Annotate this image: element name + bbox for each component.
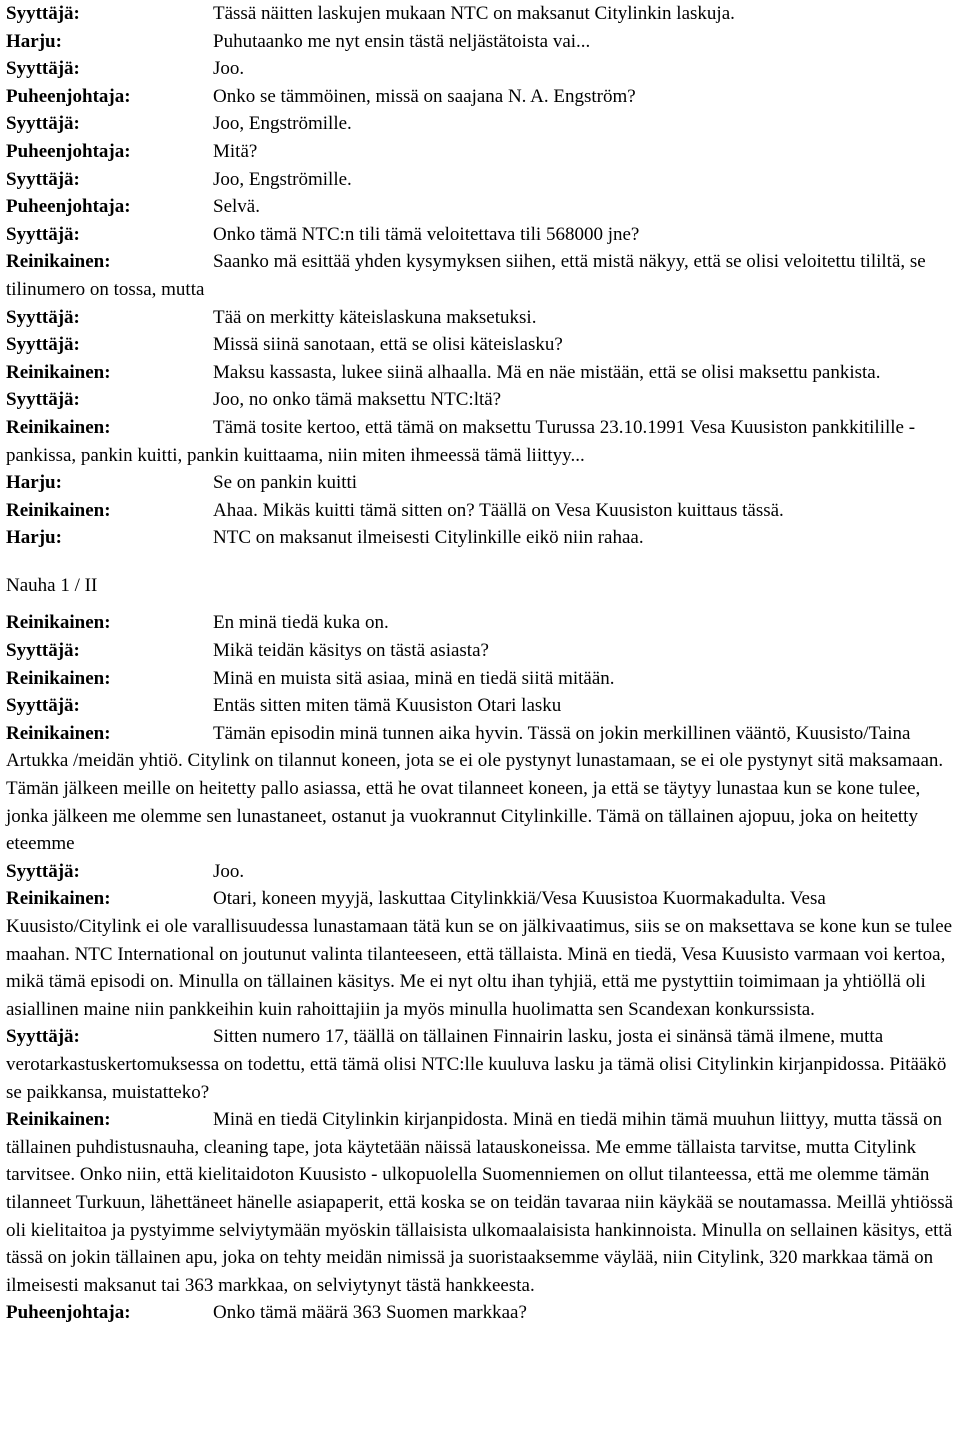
speaker-label: Reinikainen: (6, 499, 111, 521)
utterance-text: Tää on merkitty käteislaskuna maksetuksi. (213, 306, 537, 328)
speaker-label: Reinikainen: (6, 251, 111, 273)
speaker-label: Syyttäjä: (6, 58, 80, 80)
utterance (6, 331, 960, 359)
utterance-text: Mikä teidän käsitys on tästä asiasta? (213, 640, 489, 662)
utterance (6, 1023, 960, 1106)
utterance (6, 248, 960, 303)
utterance-text: Minä en muista sitä asiaa, minä en tiedä siitä mitään. (213, 667, 615, 689)
utterance (6, 138, 960, 166)
speaker-label: Reinikainen: (6, 612, 111, 634)
utterance (6, 221, 960, 249)
utterance-text: Joo. (213, 58, 245, 80)
speaker-label: Syyttäjä: (6, 1026, 80, 1048)
utterance (6, 637, 960, 665)
utterance-text: Joo, no onko tämä maksettu NTC:ltä? (213, 389, 502, 411)
utterance (6, 692, 960, 720)
utterance (6, 0, 960, 28)
speaker-label: Reinikainen: (6, 1109, 111, 1131)
speaker-label: Puheenjohtaja: (6, 1302, 131, 1324)
utterance (6, 414, 960, 469)
speaker-label: Harju: (6, 472, 62, 494)
utterance (6, 720, 960, 858)
transcript-part-1 (6, 0, 960, 552)
speaker-label: Syyttäjä: (6, 113, 80, 135)
utterance (6, 28, 960, 56)
speaker-label: Puheenjohtaja: (6, 196, 131, 218)
utterance-text: Joo. (213, 860, 245, 882)
utterance (6, 386, 960, 414)
speaker-label: Reinikainen: (6, 722, 111, 744)
speaker-label: Harju: (6, 527, 62, 549)
speaker-label: Syyttäjä: (6, 389, 80, 411)
utterance (6, 55, 960, 83)
utterance-text: Selvä. (213, 196, 260, 218)
utterance-text: Sitten numero 17, täällä on tällainen Finnairin lasku, josta ei sinänsä tämä ilmene, mutta verotarkastuskertomuksessa on todettu, että tämä olisi NTC:lle kuuluva lasku ja tämä olisi Citylinkin kirjanpidossa. Pitääkö se paikkansa, muistatteko? (6, 1026, 947, 1103)
utterance (6, 885, 960, 1023)
utterance-text: Ahaa. Mikäs kuitti tämä sitten on? Täällä on Vesa Kuusiston kuittaus tässä. (213, 499, 784, 521)
utterance-text: Saanko mä esittää yhden kysymyksen siihen, että mistä näkyy, että se olisi veloitettu tililtä, se tilinumero on tossa, mutta (6, 251, 926, 300)
speaker-label: Syyttäjä: (6, 860, 80, 882)
speaker-label: Harju: (6, 30, 62, 52)
utterance (6, 665, 960, 693)
utterance (6, 1299, 960, 1327)
utterance (6, 193, 960, 221)
utterance (6, 304, 960, 332)
utterance (6, 609, 960, 637)
utterance-text: Tässä näitten laskujen mukaan NTC on maksanut Citylinkin laskuja. (213, 3, 735, 24)
utterance-text: Onko tämä määrä 363 Suomen markkaa? (213, 1302, 527, 1324)
speaker-label: Puheenjohtaja: (6, 85, 131, 107)
utterance-text: Entäs sitten miten tämä Kuusiston Otari lasku (213, 695, 562, 717)
speaker-label: Reinikainen: (6, 416, 111, 438)
utterance (6, 469, 960, 497)
speaker-label: Syyttäjä: (6, 168, 80, 190)
speaker-label: Syyttäjä: (6, 334, 80, 356)
utterance-text: NTC on maksanut ilmeisesti Citylinkille eikö niin rahaa. (213, 527, 644, 549)
utterance (6, 497, 960, 525)
speaker-label: Reinikainen: (6, 667, 111, 689)
utterance (6, 858, 960, 886)
utterance-text: Maksu kassasta, lukee siinä alhaalla. Mä en näe mistään, että se olisi maksettu pankista. (213, 361, 881, 383)
speaker-label: Reinikainen: (6, 888, 111, 910)
utterance (6, 83, 960, 111)
utterance-text: Joo, Engströmille. (213, 113, 352, 135)
utterance-text: Minä en tiedä Citylinkin kirjanpidosta. Minä en tiedä mihin tämä muuhun liittyy, mutta tässä on tällainen puhdistusnauha, cleaning tape, jota käytetään näissä latauskoneissa. Me emme tällaista tarvitse, mutta Citylink tarvitsee. Onko niin, että kielitaidoton Kuusisto - ulkopuolella Suomenniemen on ollut tilanteessa, että me olemme tämän tilanneet Turkuun, lähettäneet hänelle asiapaperit, että koska se on teidän tavaraa niin käykää se noutamassa. Meillä yhtiössä oli kielitaitoa ja pystyimme selviytymään myöskin tällaisista ulkomaalaisista hankinnoista. Minulla on sellainen käsitys, että tässä on jokin tällainen apu, joka on tehty meidän nimissä ja suoristaaksemme väylää, niin Citylink, 320 markkaa tämä on ilmeisesti maksanut tai 363 markkaa, on selviytynyt tästä hankkeesta. (6, 1109, 954, 1296)
utterance (6, 166, 960, 194)
utterance-text: Onko tämä NTC:n tili tämä veloitettava tili 568000 jne? (213, 223, 640, 245)
utterance (6, 110, 960, 138)
speaker-label: Syyttäjä: (6, 695, 80, 717)
utterance-text: Joo, Engströmille. (213, 168, 352, 190)
utterance-text: Missä siinä sanotaan, että se olisi käteislasku? (213, 334, 563, 356)
speaker-label: Puheenjohtaja: (6, 140, 131, 162)
transcript-part-2 (6, 609, 960, 1326)
utterance-text: Tämä tosite kertoo, että tämä on maksettu Turussa 23.10.1991 Vesa Kuusiston pankkitilille - pankissa, pankin kuitti, pankin kuittaama, niin miten ihmeessä tämä liittyy... (6, 416, 916, 466)
speaker-label: Syyttäjä: (6, 306, 80, 328)
utterance-text: Tämän episodin minä tunnen aika hyvin. Tässä on jokin merkillinen vääntö, Kuusisto/Taina Artukka /meidän yhtiö. Citylink on tilannut koneen, jota se ei ole pystynyt lunastamaan, se ei ole pystynyt sitä maksamaan. Tämän jälkeen meille on heitetty pallo asiassa, että he ovat tilanneet koneen, ja että se täytyy lunastaa kun se kone tulee, jonka jälkeen me olemme sen lunastaneet, ostanut ja vuokrannut Citylinkille. Tämä on tällainen ajopuu, joka on heitetty eteemme (6, 722, 944, 855)
utterance-text: Onko se tämmöinen, missä on saajana N. A. Engström? (213, 85, 636, 107)
speaker-label: Syyttäjä: (6, 3, 80, 24)
utterance-text: Mitä? (213, 140, 258, 162)
utterance-text: Otari, koneen myyjä, laskuttaa Citylinkkiä/Vesa Kuusistoa Kuormakadulta. Vesa Kuusisto/Citylink ei ole varallisuudessa lunastamaan tätä kun se on jälkivaatimus, siis se on maksettava se kone kun se tulee maahan. NTC International on joutunut valinta tilanteeseen, että tällaista. Minä en tiedä, Vesa Kuusisto varmaan voi kertoa, mikä tämä episodi on. Minulla on tällainen käsitys. Me ei nyt oltu ihan tyhjiä, että me pystyttiin toimimaan ja yhtiöllä oli asiallinen maine niin pankkeihin kuin rahoittajiin ja myös minulla huolimatta sen Scandexan konkurssista. (6, 888, 953, 1020)
utterance (6, 1106, 960, 1299)
speaker-label: Syyttäjä: (6, 223, 80, 245)
utterance-text: Puhutaanko me nyt ensin tästä neljästätoista vai... (213, 30, 591, 52)
speaker-label: Reinikainen: (6, 361, 111, 383)
utterance-text: Se on pankin kuitti (213, 472, 358, 494)
speaker-label: Syyttäjä: (6, 640, 80, 662)
utterance (6, 524, 960, 552)
utterance-text: En minä tiedä kuka on. (213, 612, 389, 634)
utterance (6, 359, 960, 387)
section-heading: Nauha 1 / II (6, 574, 98, 596)
